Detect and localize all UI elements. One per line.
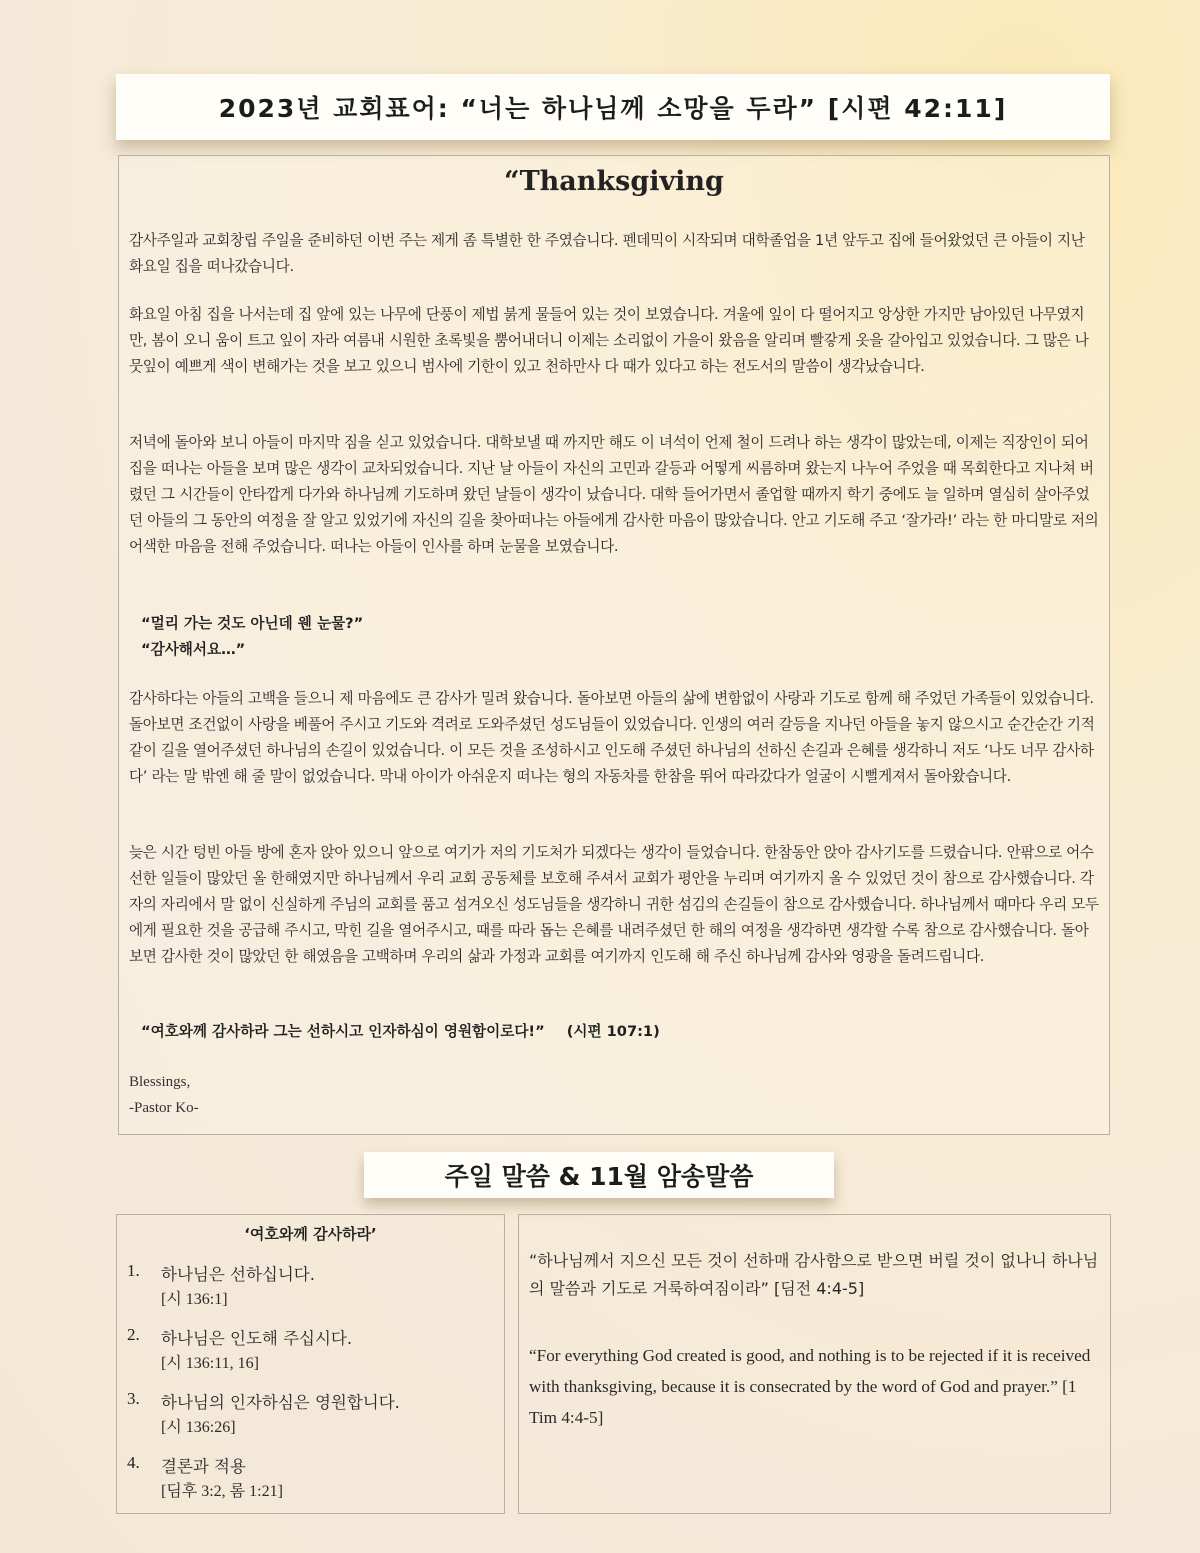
sermon-point-text: 하나님은 선하십니다. (161, 1265, 315, 1284)
sermon-point-number: 3. (127, 1389, 140, 1408)
message-title: “Thanksgiving (504, 166, 724, 197)
memory-verse-korean: “하나님께서 지으신 모든 것이 선하매 감사함으로 받으면 버릴 것이 없나니 하나님의 말씀과 기도로 거룩하여짐이라” [딤전 4:4-5] (529, 1251, 1099, 1298)
dialog-line-1: “멀리 가는 것도 아닌데 웬 눈물?” (141, 615, 364, 632)
sermon-point-ref: [시 136:1] (161, 1291, 228, 1308)
sermon-outline-box (116, 1214, 505, 1514)
sermon-point-text: 하나님의 인자하심은 영원합니다. (161, 1393, 400, 1412)
memory-verse-english: “For everything God created is good, and nothing is to be rejected if it is received with thanksgiving, because it is consecrated by the word of God and prayer.” [1 Tim 4:4-5] (529, 1346, 1091, 1427)
church-theme-banner (116, 74, 1110, 140)
message-paragraph-4: 감사하다는 아들의 고백을 들으니 제 마음에도 큰 감사가 밀려 왔습니다. 돌아보면 아들의 삶에 변함없이 사랑과 기도로 함께 해 주었던 가족들이 있었습니다. 돌아보면 조건없이 사랑을 베풀어 주시고 기도와 격려로 도와주셨던 성도님들이 있었습니다. 인생의 여러 갈등을 지나던 아들을 놓지 않으시고 순간순간 기적같이 길을 열어주셨던 하나님의 손길이 있었습니다. 이 모든 것을 조성하시고 인도해 주셨던 하나님의 선하신 손길과 은혜를 생각하니 저도 ‘나도 너무 감사하다’ 라는 말 밖엔 해 줄 말이 없었습니다. 막내 아이가 아쉬운지 떠나는 형의 자동차를 한참을 뛰어 따라갔다가 얼굴이 시뻘게져서 돌아왔습니다. (129, 690, 1095, 785)
pastor-message-box (118, 155, 1110, 1135)
sermon-point-number: 1. (127, 1261, 140, 1280)
sermon-point-number: 4. (127, 1453, 140, 1472)
message-paragraph-3: 저녁에 돌아와 보니 아들이 마지막 짐을 싣고 있었습니다. 대학보낼 때 까지만 해도 이 녀석이 언제 철이 드려나 하는 생각이 많았는데, 이제는 직장인이 되어 집을 떠나는 아들을 보며 많은 생각이 교차되었습니다. 지난 날 아들이 자신의 고민과 갈등과 어떻게 씨름하며 왔는지 나누어 주었을 때 목회한다고 지나쳐 버렸던 그 시간들이 안타깝게 다가와 하나님께 기도하며 왔던 날들이 생각이 났습니다. 대학 들어가면서 졸업할 때까지 학기 중에도 늘 일하며 열심히 살아주었던 아들의 그 동안의 여정을 잘 알고 있었기에 자신의 길을 찾아떠나는 아들에게 감사한 마음이 많았습니다. 안고 기도해 주고 ‘잘가라!’ 라는 한 마디말로 저의 어색한 마음을 전해 주었습니다. 떠나는 아들이 인사를 하며 눈물을 보였습니다. (129, 434, 1099, 555)
sermon-point-text: 하나님은 인도해 주십시다. (161, 1329, 353, 1348)
closing-verse-ref: (시편 107:1) (566, 1023, 660, 1040)
sermon-title: ‘여호와께 감사하라’ (244, 1225, 377, 1243)
sermon-point-ref: [딤후 3:2, 롬 1:21] (161, 1483, 283, 1500)
sermon-point-number: 2. (127, 1325, 140, 1344)
sermon-point-ref: [시 136:11, 16] (161, 1355, 259, 1372)
sermon-point-ref: [시 136:26] (161, 1419, 236, 1436)
sermon-point-text: 결론과 적용 (161, 1457, 246, 1476)
church-theme-label: 2023년 교회표어: “너는 하나님께 소망을 두라” [시편 42:11] (218, 94, 1008, 123)
dialog-line-2: “감사해서요…” (141, 641, 246, 658)
sermon-section-banner (364, 1152, 834, 1198)
closing-verse (141, 1020, 660, 1041)
memory-verse-box (518, 1214, 1111, 1514)
closing-blessings: Blessings, (129, 1074, 191, 1090)
sermon-section-title: 주일 말씀 & 11월 암송말씀 (444, 1162, 754, 1191)
message-paragraph-2: 화요일 아침 집을 나서는데 집 앞에 있는 나무에 단풍이 제법 붉게 물들어 있는 것이 보였습니다. 겨울에 잎이 다 떨어지고 앙상한 가지만 남아있던 나무였지만, 봄이 오니 움이 트고 잎이 자라 여름내 시원한 초록빛을 뿜어내더니 이제는 소리없이 가을이 왔음을 알리며 빨갛게 옷을 갈아입고 있었습니다. 그 많은 나뭇잎이 예쁘게 색이 변해가는 것을 보고 있으니 범사에 기한이 있고 천하만사 다 때가 있다고 하는 전도서의 말씀이 생각났습니다. (129, 306, 1089, 375)
pastor-signature: -Pastor Ko- (129, 1100, 199, 1116)
message-paragraph-1: 감사주일과 교회창립 주일을 준비하던 이번 주는 제게 좀 특별한 한 주였습니다. 펜데믹이 시작되며 대학졸업을 1년 앞두고 집에 들어왔었던 큰 아들이 지난 화요일 집을 떠나갔습니다. (129, 232, 1085, 275)
message-paragraph-5: 늦은 시간 텅빈 아들 방에 혼자 앉아 있으니 앞으로 여기가 저의 기도처가 되겠다는 생각이 들었습니다. 한참동안 앉아 감사기도를 드렸습니다. 안팎으로 어수선한 일들이 많았던 올 한해였지만 하나님께서 우리 교회 공동체를 보호해 주셔서 교회가 평안을 누리며 여기까지 올 수 있었던 것이 참으로 감사했습니다. 각자의 자리에서 말 없이 신실하게 주님의 교회를 품고 섬겨오신 성도님들을 생각하니 귀한 섬김의 손길들이 참으로 감사했습니다. 하나님께서 때마다 우리 모두에게 필요한 것을 공급해 주시고, 막힌 길을 열어주시고, 때를 따라 돕는 은혜를 내려주셨던 한 해의 여정을 생각하면 생각할 수록 참으로 감사했습니다. 돌아보면 감사한 것이 많았던 한 해였음을 고백하며 우리의 삶과 가정과 교회를 여기까지 인도해 해 주신 하나님께 감사와 영광을 돌려드립니다. (129, 844, 1099, 965)
closing-verse-text: “여호와께 감사하라 그는 선하시고 인자하심이 영원함이로다!” (141, 1023, 545, 1040)
